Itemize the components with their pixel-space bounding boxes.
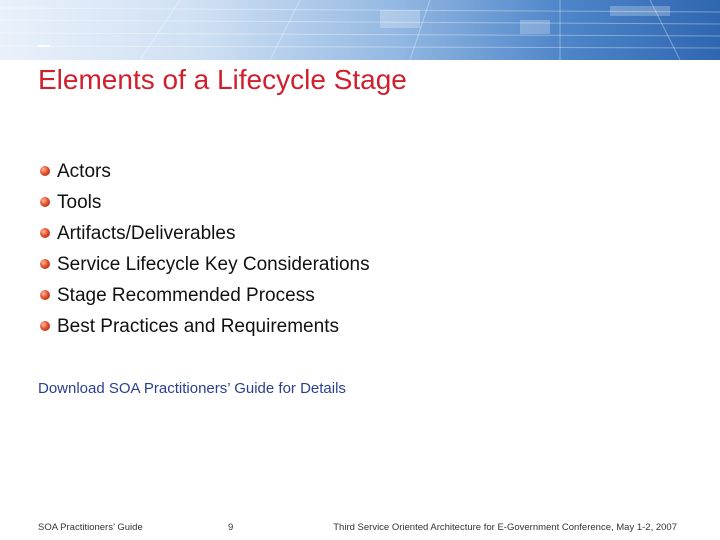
header-banner (0, 0, 720, 60)
bullet-item (40, 249, 370, 280)
bullet-item (40, 218, 370, 249)
bullet-item (40, 187, 370, 218)
bullet-text: Artifacts/Deliverables (57, 223, 236, 244)
bullet-icon (40, 228, 50, 238)
bullet-icon (40, 321, 50, 331)
bullet-text: Stage Recommended Process (57, 285, 315, 306)
bullet-icon (40, 259, 50, 269)
bullet-icon (40, 290, 50, 300)
bullet-item (40, 311, 370, 342)
bullet-text: Best Practices and Requirements (57, 316, 339, 337)
footer-page-number: 9 (228, 522, 234, 533)
download-guide-link[interactable]: Download SOA Practitioners’ Guide for Details (38, 380, 346, 397)
bullet-text: Tools (57, 192, 102, 213)
bullet-item (40, 280, 370, 311)
bullet-item (40, 156, 370, 187)
bullet-icon (40, 166, 50, 176)
bullet-list (40, 156, 370, 342)
slide-title: Elements of a Lifecycle Stage (38, 64, 407, 95)
banner-decoration (0, 0, 720, 60)
footer-conference: Third Service Oriented Architecture for E-Government Conference, May 1-2, 2007 (333, 522, 677, 533)
bullet-text: Service Lifecycle Key Considerations (57, 254, 370, 275)
bullet-icon (40, 197, 50, 207)
bullet-text: Actors (57, 161, 111, 182)
footer-guide-title: SOA Practitioners’ Guide (38, 522, 143, 533)
